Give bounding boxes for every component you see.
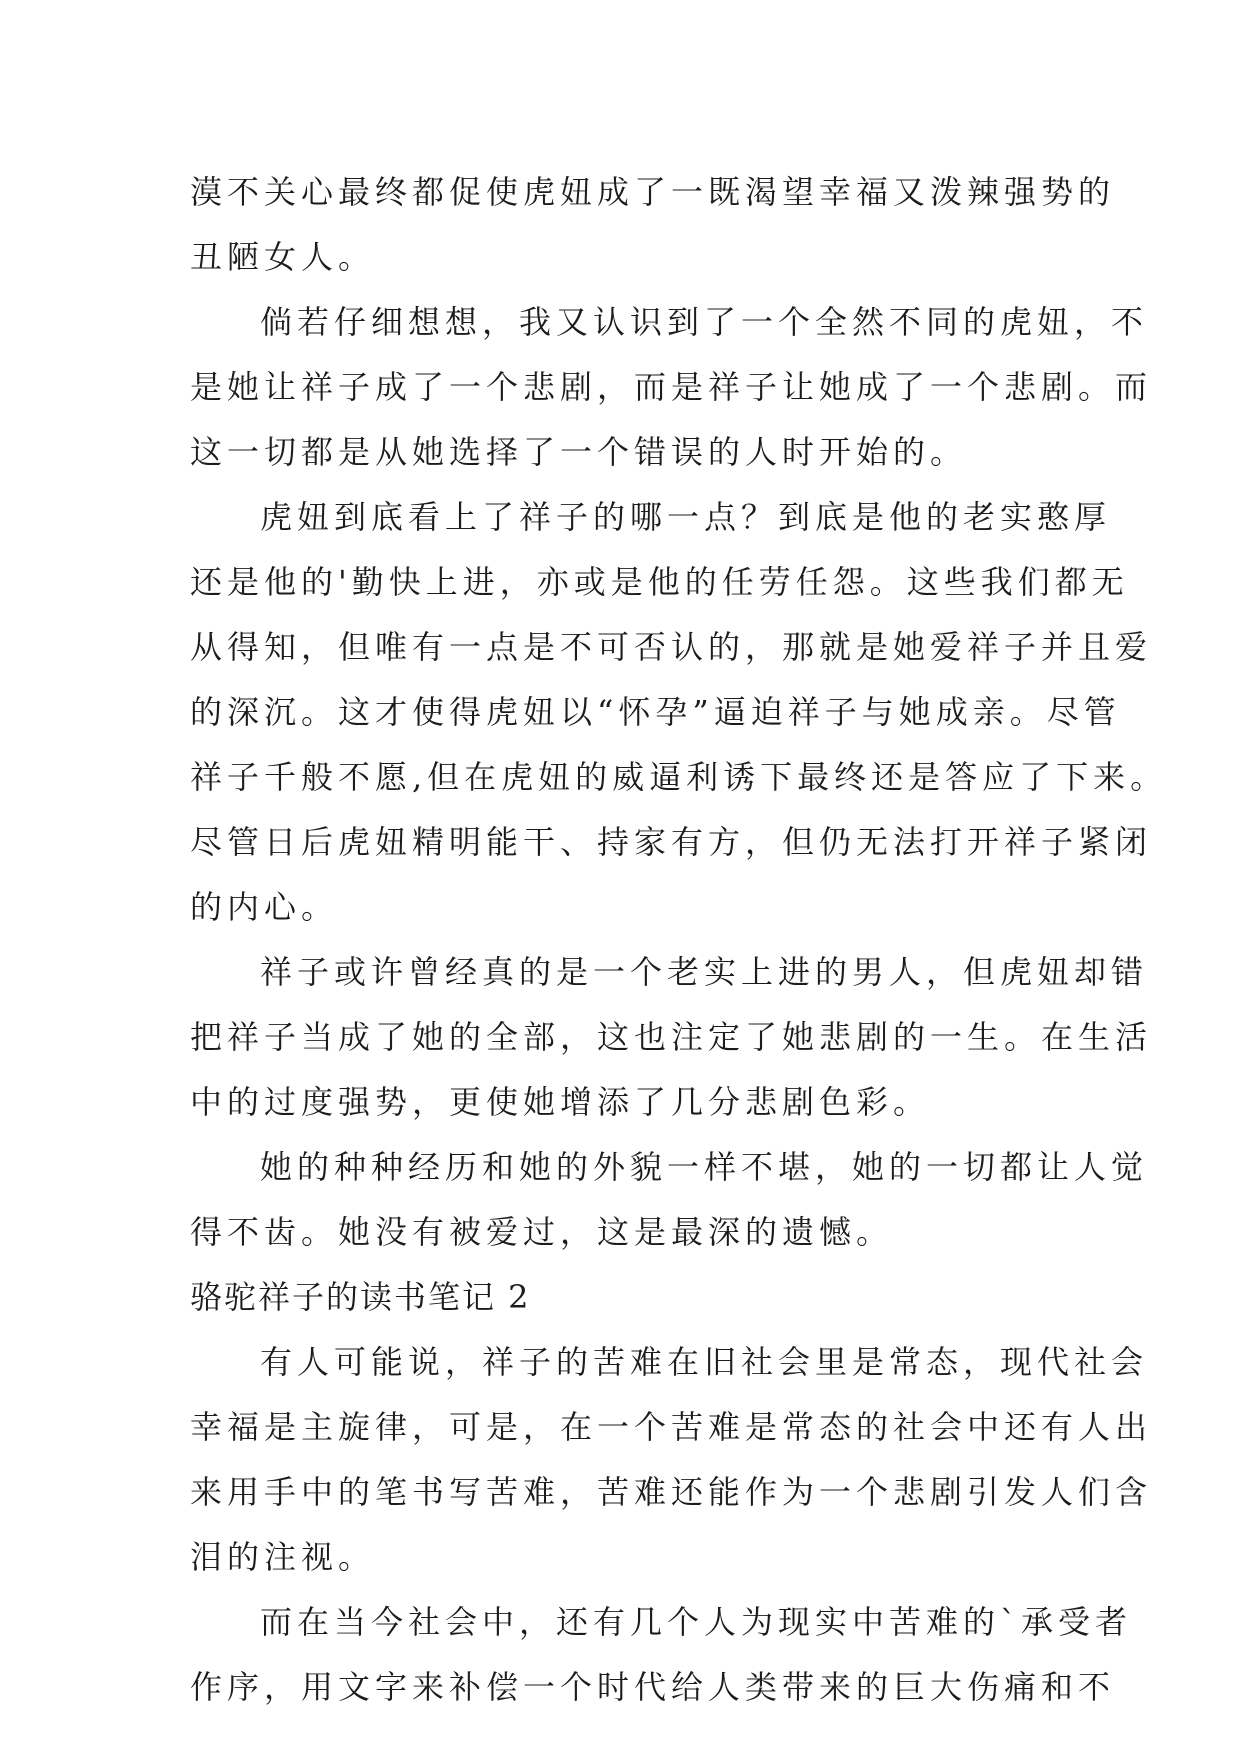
text-line: 把祥子当成了她的全部，这也注定了她悲剧的一生。在生活 <box>190 1018 1153 1056</box>
text-line: 得不齿。她没有被爱过，这是最深的遗憾。 <box>190 1213 894 1251</box>
text-line: 是她让祥子成了一个悲剧，而是祥子让她成了一个悲剧。而 <box>190 368 1153 406</box>
text-line: 来用手中的笔书写苦难，苦难还能作为一个悲剧引发人们含 <box>190 1473 1153 1511</box>
text-line: 的深沉。这才使得虎妞以“怀孕”逼迫祥子与她成亲。尽管 <box>190 693 1121 731</box>
paragraph-start-line: 倘若仔细想想，我又认识到了一个全然不同的虎妞，不 <box>260 303 1149 341</box>
text-line: 泪的注视。 <box>190 1538 376 1576</box>
text-line: 祥子千般不愿,但在虎妞的威逼利诱下最终还是答应了下来。 <box>190 758 1168 796</box>
paragraph-start-line: 而在当今社会中，还有几个人为现实中苦难的`承受者 <box>260 1603 1133 1641</box>
text-line: 漠不关心最终都促使虎妞成了一既渴望幸福又泼辣强势的 <box>190 173 1116 211</box>
text-line: 中的过度强势，更使她增添了几分悲剧色彩。 <box>190 1083 931 1121</box>
text-line: 幸福是主旋律，可是，在一个苦难是常态的社会中还有人出 <box>190 1408 1153 1446</box>
paragraph-start-line: 祥子或许曾经真的是一个老实上进的男人，但虎妞却错 <box>260 953 1149 991</box>
text-line: 作序，用文字来补偿一个时代给人类带来的巨大伤痛和不 <box>190 1668 1116 1706</box>
text-line: 还是他的'勤快上进，亦或是他的任劳任怨。这些我们都无 <box>190 563 1129 601</box>
text-line: 丑陋女人。 <box>190 238 376 276</box>
paragraph-start-line: 她的种种经历和她的外貌一样不堪，她的一切都让人觉 <box>260 1148 1149 1186</box>
text-line: 从得知，但唯有一点是不可否认的，那就是她爱祥子并且爱 <box>190 628 1153 666</box>
text-line: 尽管日后虎妞精明能干、持家有方，但仍无法打开祥子紧闭 <box>190 823 1153 861</box>
paragraph-start-line: 虎妞到底看上了祥子的哪一点？到底是他的老实憨厚 <box>260 498 1112 536</box>
document-body <box>190 160 1168 1720</box>
paragraph-start-line: 有人可能说，祥子的苦难在旧社会里是常态，现代社会 <box>260 1343 1149 1381</box>
section-heading: 骆驼祥子的读书笔记 2 <box>190 1278 531 1316</box>
text-line: 这一切都是从她选择了一个错误的人时开始的。 <box>190 433 968 471</box>
text-line: 的内心。 <box>190 888 339 926</box>
